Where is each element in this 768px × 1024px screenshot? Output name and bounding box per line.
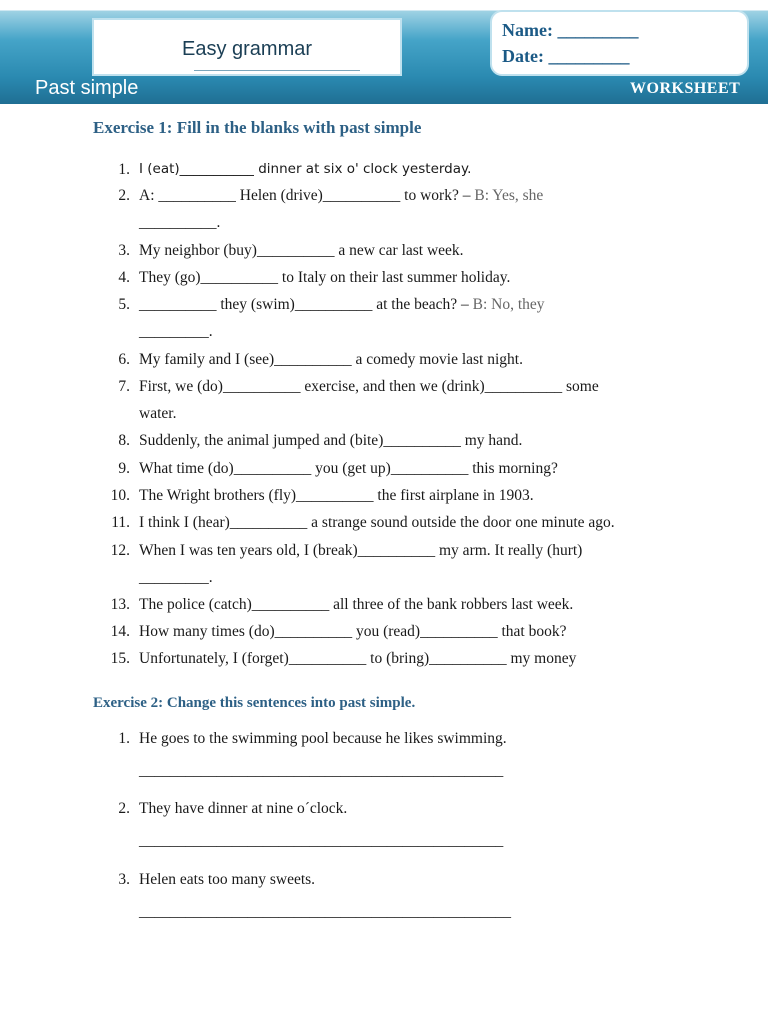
item-text: They (go)__________ to Italy on their last summer holiday. [139,269,511,286]
item-text: The police (catch)__________ all three of the bank robbers last week. [139,596,574,613]
item-text: A: __________ Helen (drive)__________ to work? – [139,187,475,204]
item-continuation: water. [139,405,177,422]
item-text: My neighbor (buy)__________ a new car last week. [139,242,464,259]
item-text-line [139,182,543,209]
item-text: First, we (do)__________ exercise, and then we (drink)__________ some [139,378,599,395]
item-text: What time (do)__________ you (get up)__________ this morning? [139,460,558,477]
name-field[interactable]: Name: _________ [502,20,639,40]
date-field[interactable]: Date: _________ [502,46,630,66]
title-box [92,18,402,76]
item-text: __________ they (swim)__________ at the beach? – [139,296,473,313]
item-text: The Wright brothers (fly)__________ the first airplane in 1903. [139,487,534,504]
item-number: 1. [118,161,130,178]
item-number: 15. [110,650,130,667]
item-number: 2. [118,187,130,204]
exercise1-heading: Exercise 1: Fill in the blanks with past simple [93,118,422,137]
item-sentence: He goes to the swimming pool because he likes swimming. [139,730,507,747]
title-underline [194,70,360,71]
item-number: 8. [118,432,130,449]
item-number: 14. [110,623,130,640]
item-number: 11. [111,514,130,531]
item-continuation: _________. [139,569,213,586]
item-text: When I was ten years old, I (break)__________ my arm. It really (hurt) [139,542,583,559]
item-continuation: __________. [139,214,221,231]
answer-line[interactable]: _______________________________________________ [139,762,504,779]
item-number: 9. [118,460,130,477]
item-text: Unfortunately, I (forget)__________ to (bring)__________ my money [139,650,577,667]
item-number: 7. [118,378,130,395]
name-date-box [490,10,749,76]
topic-subtitle: Past simple [35,77,139,99]
item-sentence: They have dinner at nine o´clock. [139,800,348,817]
item-number: 3. [118,871,130,888]
answer-line[interactable]: ________________________________________________ [139,903,511,920]
item-text-line [139,291,545,318]
item-number: 2. [118,800,130,817]
item-answer-prompt: B: No, they [472,296,545,313]
item-number: 12. [110,542,130,559]
item-number: 3. [118,242,130,259]
exercise2-heading: Exercise 2: Change this sentences into past simple. [93,695,416,711]
item-text: My family and I (see)__________ a comedy movie last night. [139,351,523,368]
item-number: 6. [118,351,130,368]
item-answer-prompt: B: Yes, she [474,187,544,204]
item-continuation: _________. [139,323,213,340]
item-text: How many times (do)__________ you (read)__________ that book? [139,623,567,640]
item-number: 13. [110,596,130,613]
worksheet-label: WORKSHEET [630,80,741,97]
item-number: 5. [118,296,130,313]
item-number: 1. [118,730,130,747]
item-text: I (eat)___________ dinner at six o' clock yesterday. [139,161,472,177]
answer-line[interactable]: _______________________________________________ [139,832,504,849]
worksheet-title: Easy grammar [181,38,313,60]
item-number: 10. [110,487,130,504]
item-sentence: Helen eats too many sweets. [139,871,316,888]
item-number: 4. [118,269,130,286]
item-text: I think I (hear)__________ a strange sound outside the door one minute ago. [139,514,615,531]
item-text: Suddenly, the animal jumped and (bite)__________ my hand. [139,432,523,449]
